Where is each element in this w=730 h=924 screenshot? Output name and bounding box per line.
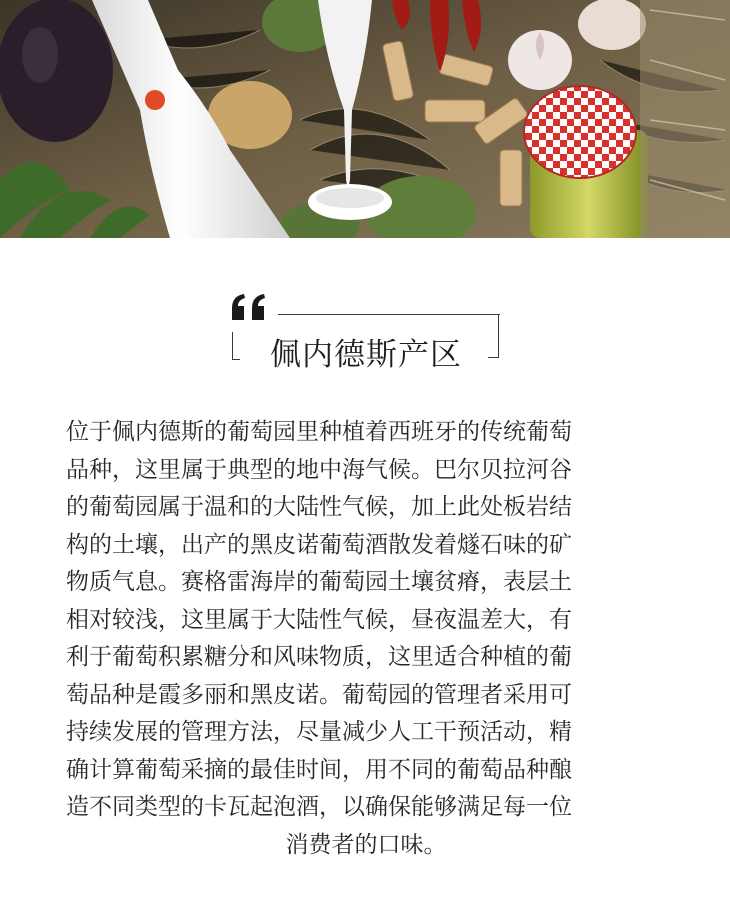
heading-frame-top xyxy=(278,314,500,315)
body-line: 相对较浅，这里属于大陆性气候，昼夜温差大，有 xyxy=(66,606,572,633)
heading-frame-bottom-right xyxy=(488,357,499,358)
body-line: 品种，这里属于典型的地中海气候。巴尔贝拉河谷 xyxy=(66,456,572,483)
heading-frame-right xyxy=(498,314,499,358)
section-heading xyxy=(222,292,502,384)
body-line: 利于葡萄积累糖分和风味物质，这里适合种植的葡 xyxy=(66,644,572,670)
body-line: 萄品种是霞多丽和黑皮诺。葡萄园的管理者采用可 xyxy=(66,681,572,708)
article-body xyxy=(66,414,666,864)
heading-frame-bottom-left xyxy=(232,359,240,360)
body-line: 位于佩内德斯的葡萄园里种植着西班牙的传统葡萄 xyxy=(66,419,572,445)
body-line: 持续发展的管理方法，尽量减少人工干预活动，精 xyxy=(66,719,572,745)
heading-frame-left xyxy=(232,332,233,360)
body-line: 构的土壤，出产的黑皮诺葡萄酒散发着燧石味的矿 xyxy=(66,531,572,558)
body-line: 确计算葡萄采摘的最佳时间，用不同的葡萄品种酿 xyxy=(66,756,572,783)
hero-photo xyxy=(0,0,730,238)
page-title: 佩内德斯产区 xyxy=(270,337,462,373)
body-line: 造不同类型的卡瓦起泡酒，以确保能够满足每一位 xyxy=(66,794,572,820)
body-line: 的葡萄园属于温和的大陆性气候，加上此处板岩结 xyxy=(66,494,572,520)
body-line-last: 消费者的口味。 xyxy=(285,831,447,858)
body-line: 物质气息。赛格雷海岸的葡萄园土壤贫瘠，表层土 xyxy=(66,569,572,595)
hero-illustration xyxy=(0,0,730,238)
quote-open-icon xyxy=(230,292,270,322)
